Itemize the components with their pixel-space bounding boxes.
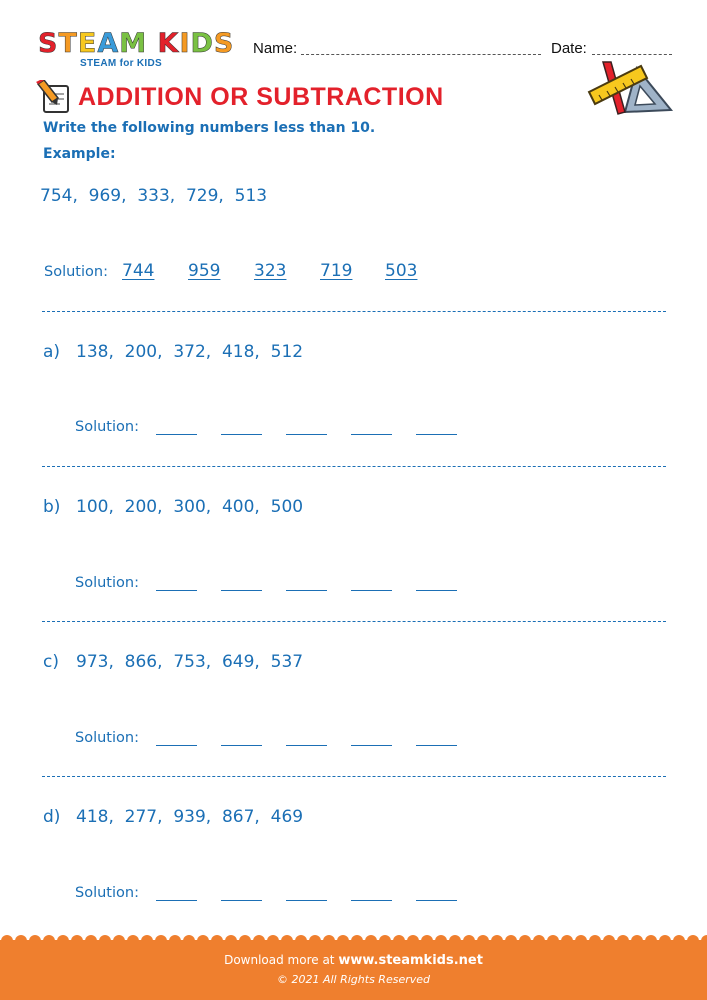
answer-blank[interactable] bbox=[221, 900, 262, 901]
example-answer: 959 bbox=[188, 261, 221, 281]
section-divider bbox=[42, 621, 666, 622]
answer-blank[interactable] bbox=[416, 590, 457, 591]
problem-numbers: 418, 277, 939, 867, 469 bbox=[76, 807, 304, 827]
answer-blank[interactable] bbox=[156, 590, 197, 591]
logo-wordmark bbox=[38, 30, 234, 58]
problem-numbers: 973, 866, 753, 649, 537 bbox=[76, 652, 304, 672]
logo-letter: S bbox=[213, 28, 235, 59]
problem-letter: b) bbox=[43, 497, 61, 517]
logo-letter: T bbox=[58, 28, 78, 59]
footer-scallop-edge bbox=[0, 934, 707, 946]
logo-letter: E bbox=[77, 28, 98, 59]
example-numbers: 754, 969, 333, 729, 513 bbox=[40, 186, 268, 206]
footer-download-prefix: Download more at bbox=[224, 953, 335, 967]
footer-download bbox=[0, 953, 707, 968]
section-divider bbox=[42, 776, 666, 777]
problem-letter: d) bbox=[43, 807, 61, 827]
answer-blank[interactable] bbox=[286, 900, 327, 901]
problem-numbers: 138, 200, 372, 418, 512 bbox=[76, 342, 304, 362]
worksheet-title: ADDITION OR SUBTRACTION bbox=[78, 83, 444, 111]
logo-letter: I bbox=[179, 28, 191, 59]
answer-blank[interactable] bbox=[286, 745, 327, 746]
date-field-line[interactable] bbox=[592, 54, 672, 55]
answer-blank[interactable] bbox=[286, 590, 327, 591]
steam-kids-logo bbox=[38, 30, 234, 69]
logo-letter: D bbox=[190, 28, 214, 59]
logo-letter: S bbox=[38, 28, 59, 59]
example-answer: 503 bbox=[385, 261, 418, 281]
section-divider bbox=[42, 311, 666, 312]
problem-letter: c) bbox=[43, 652, 59, 672]
example-solution-label: Solution: bbox=[44, 264, 108, 280]
answer-blank[interactable] bbox=[156, 745, 197, 746]
footer-site-link[interactable]: www.steamkids.net bbox=[338, 953, 483, 968]
name-field-line[interactable] bbox=[301, 54, 541, 55]
problem-numbers: 100, 200, 300, 400, 500 bbox=[76, 497, 304, 517]
solution-label: Solution: bbox=[75, 730, 139, 746]
answer-blank[interactable] bbox=[221, 745, 262, 746]
date-label: Date: bbox=[551, 40, 587, 57]
section-divider bbox=[42, 466, 666, 467]
answer-blank[interactable] bbox=[351, 900, 392, 901]
answer-blank[interactable] bbox=[416, 900, 457, 901]
answer-blank[interactable] bbox=[351, 434, 392, 435]
example-answer: 323 bbox=[254, 261, 287, 281]
answer-blank[interactable] bbox=[221, 434, 262, 435]
answer-blank[interactable] bbox=[286, 434, 327, 435]
example-answer: 719 bbox=[320, 261, 353, 281]
instruction-text: Write the following numbers less than 10. bbox=[43, 120, 376, 136]
answer-blank[interactable] bbox=[351, 590, 392, 591]
answer-blank[interactable] bbox=[416, 434, 457, 435]
solution-label: Solution: bbox=[75, 419, 139, 435]
example-answer: 744 bbox=[122, 261, 155, 281]
footer-bar bbox=[0, 940, 707, 1000]
example-label: Example: bbox=[43, 146, 116, 162]
logo-letter bbox=[147, 28, 157, 59]
answer-blank[interactable] bbox=[156, 434, 197, 435]
logo-letter: A bbox=[97, 28, 120, 59]
name-label: Name: bbox=[253, 40, 298, 57]
logo-letter: K bbox=[157, 28, 180, 59]
answer-blank[interactable] bbox=[156, 900, 197, 901]
answer-blank[interactable] bbox=[221, 590, 262, 591]
solution-label: Solution: bbox=[75, 885, 139, 901]
answer-blank[interactable] bbox=[416, 745, 457, 746]
footer-copyright: © 2021 All Rights Reserved bbox=[276, 973, 430, 986]
logo-letter: M bbox=[119, 28, 148, 59]
logo-subtitle: STEAM for KIDS bbox=[80, 58, 162, 69]
worksheet-pencil-icon bbox=[36, 80, 72, 114]
answer-blank[interactable] bbox=[351, 745, 392, 746]
solution-label: Solution: bbox=[75, 575, 139, 591]
ruler-set-square-icon bbox=[585, 60, 680, 120]
problem-letter: a) bbox=[43, 342, 61, 362]
